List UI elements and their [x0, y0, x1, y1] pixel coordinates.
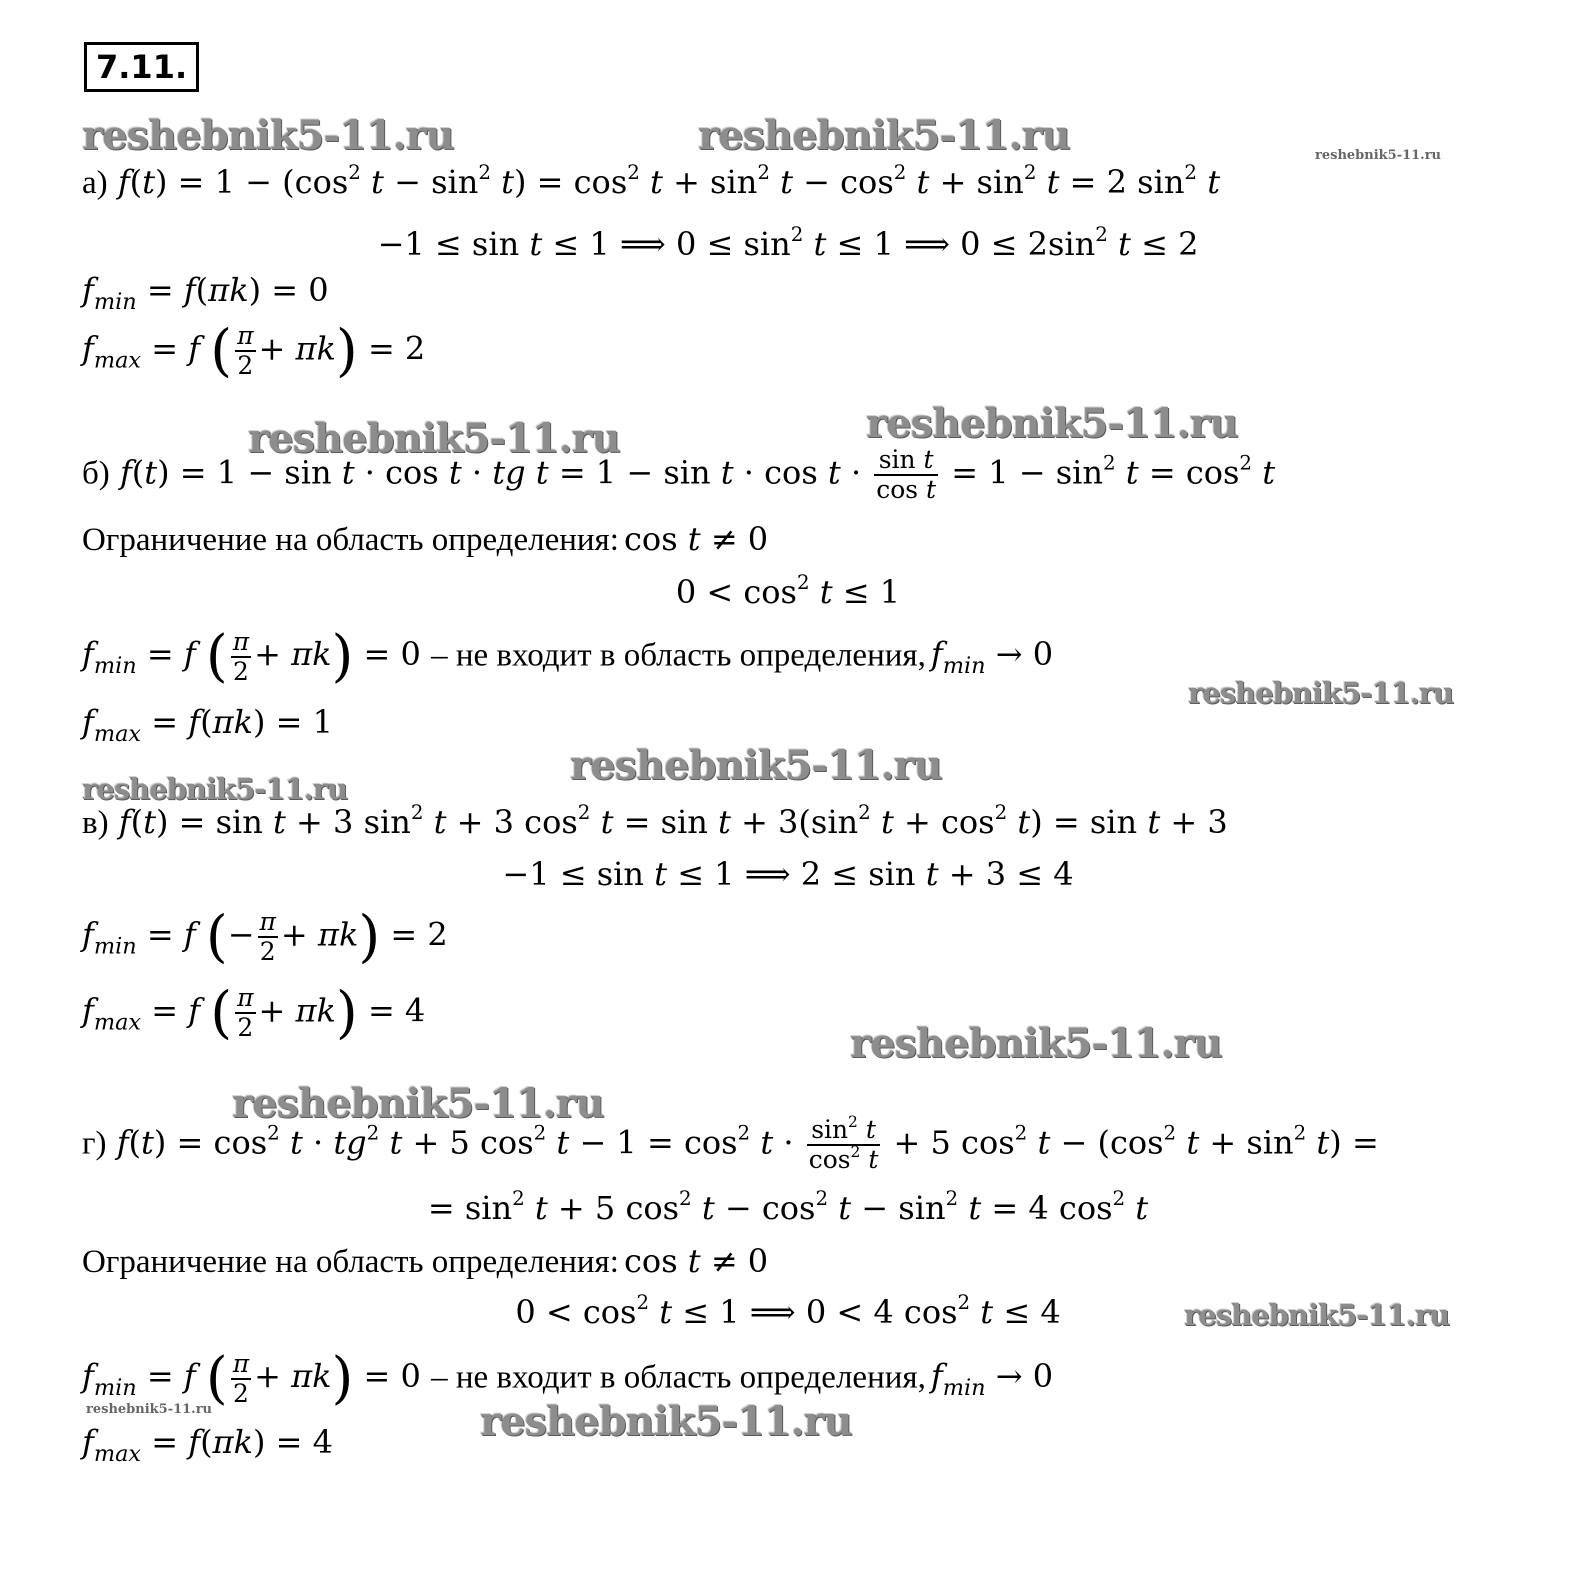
part-g-note: – не входит в область определения, [431, 1359, 926, 1396]
watermark: reshebnik5-11.ru [82, 112, 454, 159]
part-a-range: −1 ≤ sin t ≤ 1 ⟹ $0 \le \sin^2 t \le 1$ ⟹ $0 \le 2\sin^2$ t ≤ 2 [377, 223, 1199, 263]
part-a-label: а) [82, 165, 108, 201]
watermark: reshebnik5-11.ru [1188, 676, 1454, 710]
part-g-label: г) [82, 1125, 107, 1162]
part-g-domain-text: Ограничение на область определения: [82, 1244, 619, 1280]
part-a-equation: а) $f(t) = 1 - (\cos^2$ $t - \sin^2 t) = \cos^2 t + \sin^2 t - \cos^2 t + \sin^2 t = 2$ $\sin^2 t$ [82, 161, 1221, 201]
part-v-equation: в) f(t) = sin t + 3 $\sin^2 t + 3$ $\cos^2 t = \sin t + 3(\sin^2$ $t + \cos^2 t) = \sin t + 3$ [82, 801, 1228, 841]
watermark: reshebnik5-11.ru [248, 415, 620, 462]
part-v-range: −1 ≤ sin t ≤ 1 ⟹ 2 ≤ sin t + 3 ≤ 4 [502, 855, 1074, 893]
part-g-fmin: $f_{min} = f$ ( $\frac{\pi}{2}$ + πk) = 0 – не входит в область определения, $f_{min} \to 0$ [82, 1346, 1054, 1412]
part-b-domain-text: Ограничение на область определения: [82, 522, 619, 558]
part-b-fmin: $f_{min} = f$ ( $\frac{\pi}{2}$ + πk) = 0 – не входит в область определения, $f_{min} \to 0$ [82, 624, 1054, 690]
part-b-equation: б) f(t) = 1 − sin t · cos t · tg t = 1 − sin t · cos t · $\frac{\text{sin t}}{\text{cos t}}$ = $1 - \sin^2 t = \cos^2 t$ [82, 445, 1276, 504]
watermark: reshebnik5-11.ru [850, 1020, 1222, 1067]
part-v-fmax: $f_{max} = f$ ( $\frac{\pi}{2}$ + πk) = 4 [82, 980, 426, 1046]
part-b-domain: Ограничение на область определения: cos t ≠ 0 [82, 520, 769, 558]
part-g-simplify: = $\sin^2 t + 5$ $\cos^2 t - \cos^2 t - \sin^2 t = 4$ $\cos^2 t$ [427, 1187, 1149, 1227]
watermark: reshebnik5-11.ru [232, 1080, 604, 1127]
part-v-fmin: $f_{min} = f$ (− $\frac{\pi}{2}$ + πk) = 2 [82, 904, 448, 970]
part-g-equation: г) $f(t) = \cos^2 t \cdot tg^2$ t + 5 $\cos^2 t - 1 = \cos^2 t$ · $\frac{\sin^2 t}{\cos^2 t}$ + 5 $\cos^2 t - (\cos^2$ $t + \sin^2 t$) = [82, 1113, 1379, 1174]
part-b-range: $0 < \cos^2 t \le 1$ [675, 571, 901, 611]
part-a-fmax: $f_{max} = f$ ( $\frac{\pi}{2}$ + πk) = 2 [82, 318, 426, 384]
part-g-range: $0 < \cos^2 t \le 1$ ⟹ 0 < 4 $\cos^2 t \le 4$ [515, 1291, 1061, 1331]
part-g-domain: Ограничение на область определения: cos t ≠ 0 [82, 1242, 769, 1280]
part-a-fmin: $f_{min} = f(\pi k) = 0$ [82, 271, 329, 315]
watermark: reshebnik5-11.ru [698, 112, 1070, 159]
watermark: reshebnik5-11.ru [86, 1402, 213, 1417]
watermark: reshebnik5-11.ru [570, 742, 942, 789]
part-b-label: б) [82, 455, 110, 492]
part-b-fmax: $f_{max} = f(\pi k) = 1$ [82, 703, 333, 747]
problem-number: 7.11. [84, 42, 199, 92]
part-v-label: в) [82, 805, 109, 841]
watermark: reshebnik5-11.ru [480, 1398, 852, 1445]
watermark: reshebnik5-11.ru [82, 772, 348, 806]
part-g-fmax: $f_{max} = f(\pi k) = 4$ [82, 1423, 333, 1467]
watermark: reshebnik5-11.ru [866, 400, 1238, 447]
watermark: reshebnik5-11.ru [1315, 148, 1442, 163]
part-b-note: – не входит в область определения, [431, 637, 926, 674]
watermark: reshebnik5-11.ru [1184, 1298, 1450, 1332]
